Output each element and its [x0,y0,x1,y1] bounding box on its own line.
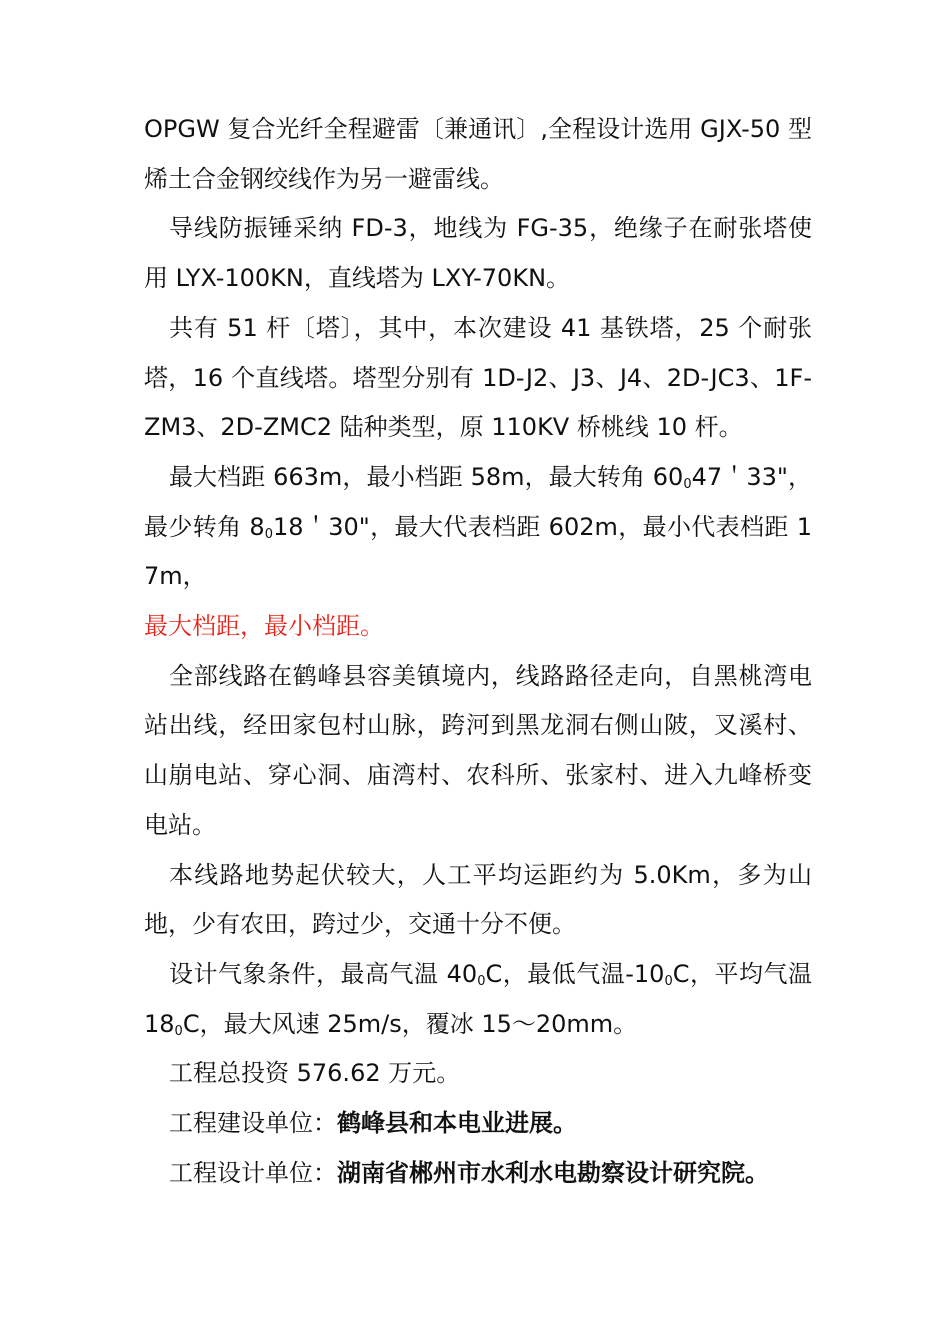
paragraph-highlight-span: 最大档距，最小档距。 [144,612,384,641]
builder-label: 工程建设单位： [169,1109,337,1138]
paragraph-opgw: OPGW 复合光纤全程避雷〔兼通讯〕,全程设计选用 GJX-50 型烯土合金钢绞线作为另一避雷线。 [144,115,812,193]
paragraph-designer [144,1149,812,1199]
paragraph-terrain: 本线路地势起伏较大，人工平均运距约为 5.0Km，多为山地，少有农田，跨过少，交通十分不便。 [144,860,812,939]
paragraph-damper-insulator: 导线防振锤采纳 FD-3，地线为 FG-35，绝缘子在耐张塔使用 LYX-100KN，直线塔为 LXY-70KN。 [144,214,812,293]
designer-value: 湖南省郴州市水利水电勘察设计研究院。 [337,1158,769,1187]
designer-label: 工程设计单位： [169,1158,337,1187]
paragraph-weather: 设计气象条件，最高气温 $40_0C$，最低气温$-10_0C$，平均气温 $18_0C$，最大风速 25m/s，覆冰 15～20mm。 [144,959,812,1039]
paragraph-span-angle: 最大档距 663m，最小档距 58m，最大转角 $60_047$＇33"，最少转角 $8_018$＇30"，最大代表档距 602m，最小代表档距 17m， [144,462,812,591]
document-body [144,105,812,1198]
paragraph-investment: 工程总投资 576.62 万元。 [169,1059,461,1088]
paragraph-builder [144,1099,812,1149]
paragraph-route: 全部线路在鹤峰县容美镇境内，线路路径走向，自黑桃湾电站出线，经田家包村山脉，跨河到黑龙洞右侧山陂，叉溪村、山崩电站、穿心洞、庙湾村、农科所、张家村、进入九峰桥变电站。 [144,661,812,839]
paragraph-tower-count: 共有 51 杆〔塔〕，其中，本次建设 41 基铁塔，25 个耐张塔，16 个直线塔。塔型分别有 1D-J2、J3、J4、2D-JC3、1F-ZM3、2D-ZMC2 陆种类型，原 110KV 桥桃线 10 杆。 [144,313,812,442]
builder-value: 鹤峰县和本电业进展。 [337,1109,577,1138]
